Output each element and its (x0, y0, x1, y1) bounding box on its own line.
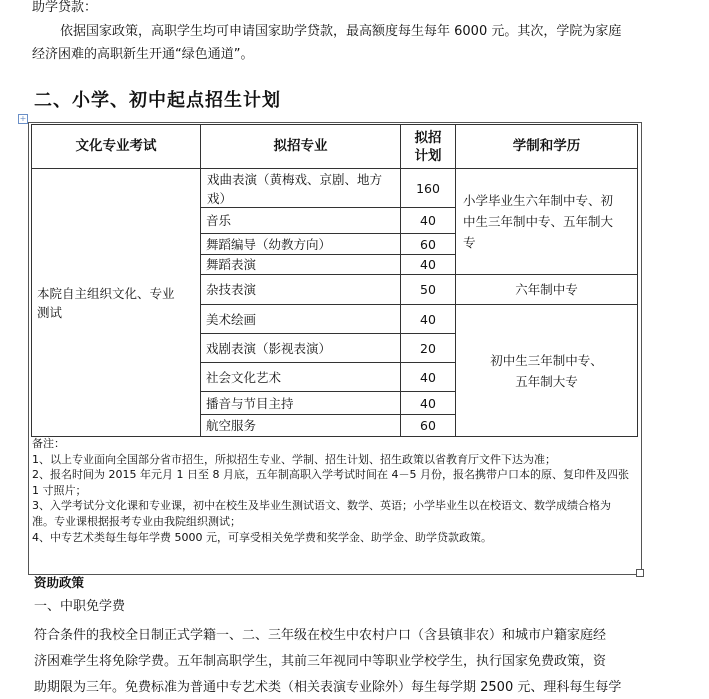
table-row-plan: 40 (400, 207, 456, 234)
intro-line-3: 经济困难的高职新生开通“绿色通道”。 (32, 47, 254, 62)
table-row-plan: 40 (400, 362, 456, 392)
notes-block (32, 436, 632, 545)
table-row-major: 播音与节目主持 (200, 391, 401, 415)
table-row-major: 社会文化艺术 (200, 362, 401, 392)
table-row-major: 舞蹈表演 (200, 254, 401, 275)
table-row-major: 杂技表演 (200, 274, 401, 305)
aid-para-line-1: 符合条件的我校全日制正式学籍一、二、三年级在校生中农村户口（含县镇非农）和城市户籍家庭经 (34, 628, 607, 643)
aid-subtitle: 一、中职免学费 (34, 599, 126, 614)
table-row-major: 美术绘画 (200, 304, 401, 334)
header-plan (400, 124, 456, 169)
aid-para-line-3: 助期限为三年。免费标准为普通中专艺术类（相关表演专业除外）每生每学期 2500 元、理科每生每学 (34, 680, 622, 695)
table-row-major: 戏剧表演（影视表演） (200, 333, 401, 363)
intro-line-2: 依据国家政策，高职学生均可申请国家助学贷款，最高额度每生每年 6000 元。其次，学院为家庭 (60, 24, 622, 39)
header-plan-line2: 计划 (414, 147, 442, 164)
table-row-plan: 20 (400, 333, 456, 363)
table-row-major: 戏曲表演（黄梅戏、京剧、地方戏） (200, 168, 401, 208)
header-system: 学制和学历 (455, 124, 638, 169)
note-3: 3、入学考试分文化课和专业课，初中在校生及毕业生测试语文、数学、英语；小学毕业生以在校语文、数学成绩合格为准。专业课根据报考专业由我院组织测试； (32, 499, 611, 528)
table-row-major: 舞蹈编导（幼教方向） (200, 233, 401, 255)
header-plan-line1: 拟招 (414, 129, 442, 146)
table-row-major: 航空服务 (200, 414, 401, 437)
intro-line-1: 助学贷款： (32, 0, 98, 15)
table-row-major: 音乐 (200, 207, 401, 234)
table-row-plan: 40 (400, 391, 456, 415)
table-row-plan: 160 (400, 168, 456, 208)
table-row-plan: 60 (400, 414, 456, 437)
system-group-2: 六年制中专 (455, 274, 638, 305)
system-group-1: 小学毕业生六年制中专、初中生三年制中专、五年制大专 (455, 168, 638, 275)
note-4: 4、中专艺术类每生每年学费 5000 元，可享受相关免学费和奖学金、助学金、助学贷款政策。 (32, 530, 492, 544)
exam-method-cell: 本院自主组织文化、专业测试 (31, 168, 201, 437)
table-resize-handle[interactable] (636, 569, 644, 577)
section-title: 二、小学、初中起点招生计划 (34, 90, 281, 111)
table-row-plan: 50 (400, 274, 456, 305)
table-row-plan: 40 (400, 254, 456, 275)
system-group-3: 初中生三年制中专、五年制大专 (455, 304, 638, 437)
note-2: 2、报名时间为 2015 年元月 1 日至 8 月底，五年制高职入学考试时间在 4－5 月份，报名携带户口本的原、复印件及四张 1 寸照片； (32, 468, 629, 497)
table-row-plan: 60 (400, 233, 456, 255)
notes-title: 备注： (32, 437, 65, 450)
header-major: 拟招专业 (200, 124, 401, 169)
table-move-handle-icon[interactable]: + (19, 114, 27, 123)
note-1: 1、以上专业面向全国部分省市招生，所拟招生专业、学制、招生计划、招生政策以省教育厅文件下达为准； (32, 452, 556, 466)
header-exam: 文化专业考试 (31, 124, 201, 169)
table-row-plan: 40 (400, 304, 456, 334)
aid-para-line-2: 济困难学生将免除学费。五年制高职学生，其前三年视同中等职业学校学生，执行国家免费政策，资 (34, 654, 607, 669)
aid-title: 资助政策 (34, 575, 85, 590)
